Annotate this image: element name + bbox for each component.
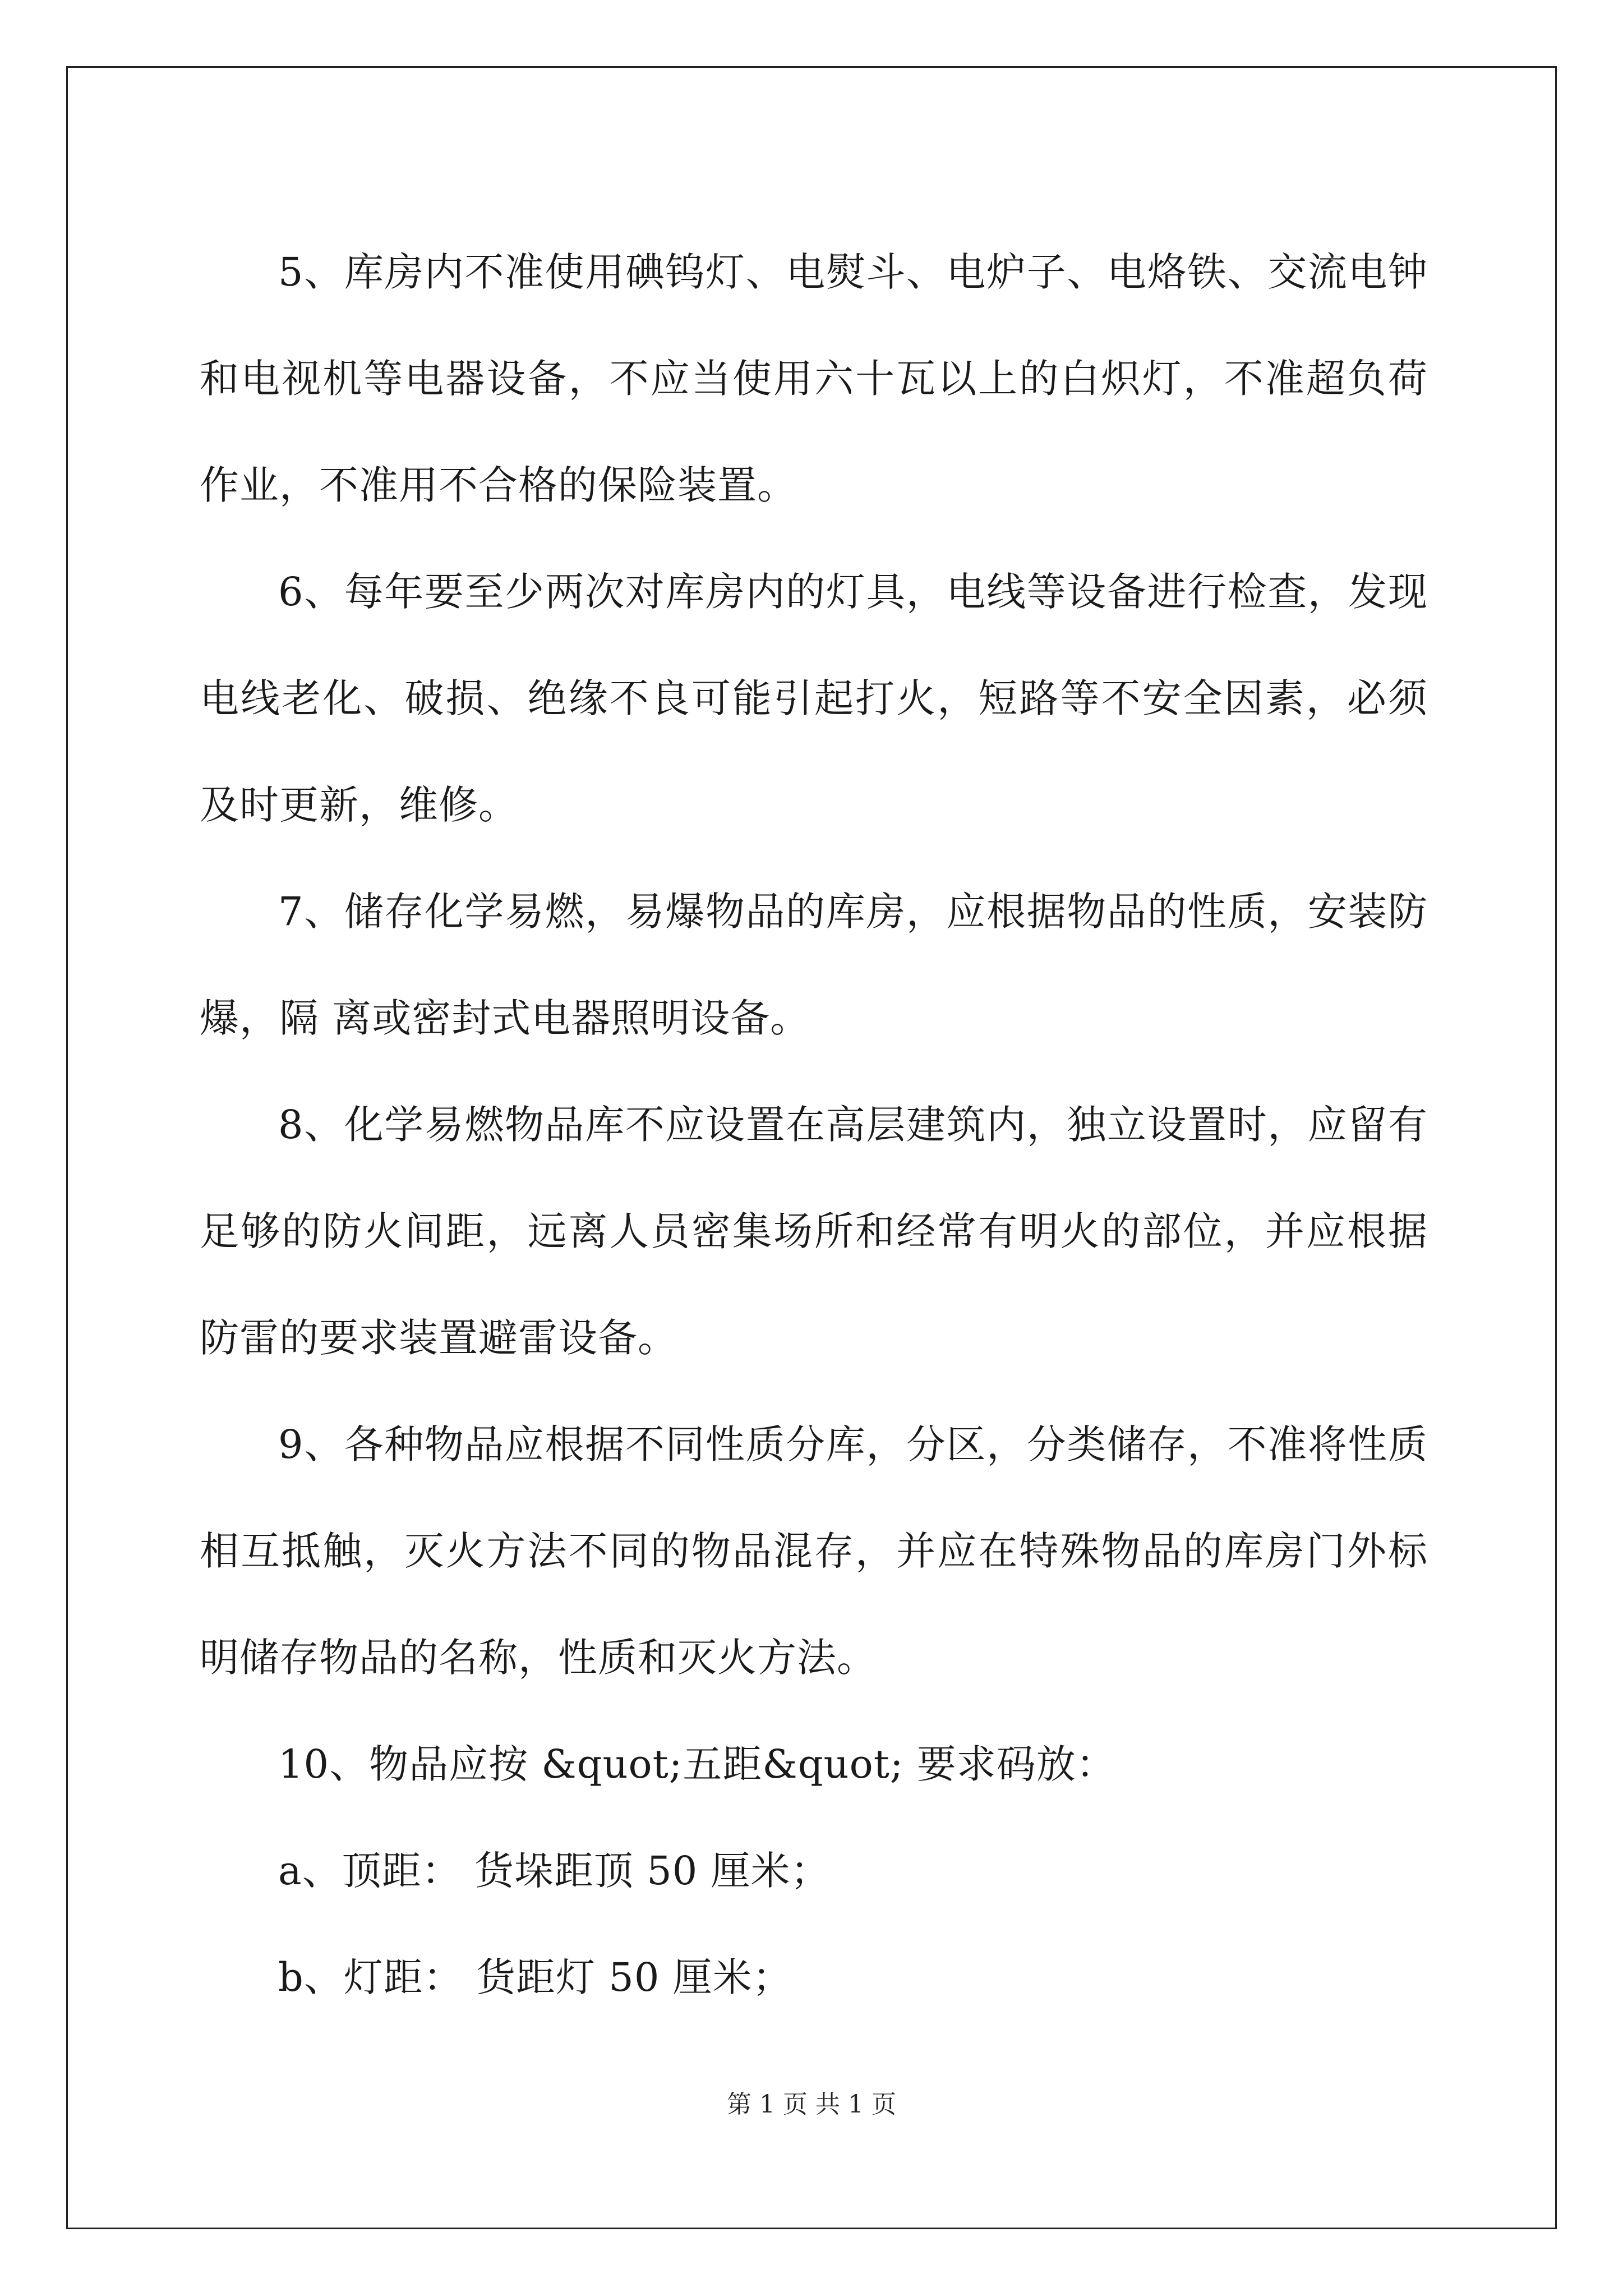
paragraph-item-6: 6、每年要至少两次对库房内的灯具，电线等设备进行检查，发现电线老化、破损、绝缘不良可能引起打火，短路等不安全因素，必须及时更新，维修。 [200, 569, 1428, 828]
paragraph-item-8: 8、化学易燃物品库不应设置在高层建筑内，独立设置时，应留有足够的防火间距，远离人员密集场所和经常有明火的部位，并应根据防雷的要求装置避雷设备。 [200, 1102, 1428, 1361]
paragraph-item-9: 9、各种物品应根据不同性质分库，分区，分类储存，不准将性质相互抵触，灭火方法不同的物品混存，并应在特殊物品的库房门外标明储存物品的名称，性质和灭火方法。 [200, 1421, 1428, 1681]
paragraph-item-10: 10、物品应按 &quot;五距&quot; 要求码放： [278, 1741, 1116, 1787]
paragraph-item-a: a、顶距： 货垛距顶 50 厘米； [278, 1848, 831, 1894]
paragraph-item-5: 5、库房内不准使用碘钨灯、电熨斗、电炉子、电烙铁、交流电钟和电视机等电器设备，不应当使用六十瓦以上的白炽灯，不准超负荷作业，不准用不合格的保险装置。 [200, 249, 1428, 508]
page-footer: 第 1 页 共 1 页 [727, 2090, 896, 2119]
paragraph-item-b: b、灯距： 货距灯 50 厘米； [278, 1954, 792, 2000]
paragraph-item-7: 7、储存化学易燃，易爆物品的库房，应根据物品的性质，安装防爆，隔 离或密封式电器照明设备。 [200, 889, 1428, 1041]
